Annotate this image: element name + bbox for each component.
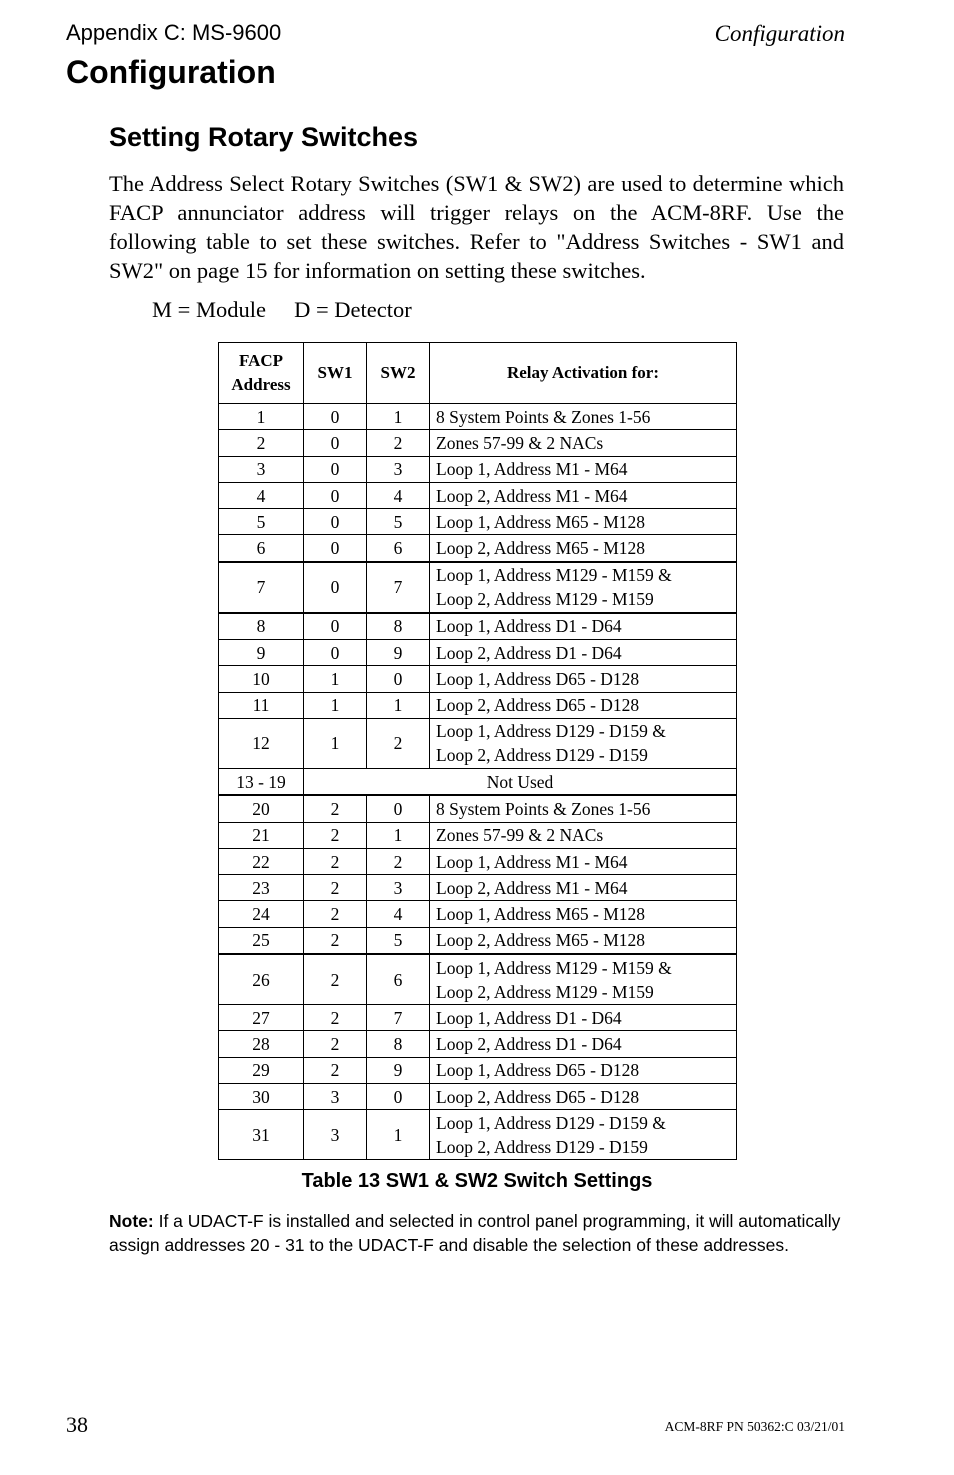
- relay-activation-line: Loop 2, Address D1 - D64: [436, 642, 622, 663]
- cell-facp-address: 25: [219, 927, 304, 954]
- cell-sw1: 3: [304, 1083, 367, 1109]
- note-text: If a UDACT-F is installed and selected in control panel programming, it will automatically assign addresses 20 - 31 to the UDACT-F and disable the selection of these addresses.: [109, 1211, 841, 1255]
- cell-sw1: 0: [304, 482, 367, 508]
- cell-sw1: 2: [304, 795, 367, 822]
- table-row: [219, 666, 737, 692]
- table-row: [219, 613, 737, 640]
- relay-activation-line: Loop 2, Address D129 - D159: [436, 745, 648, 766]
- cell-sw2: 2: [367, 848, 430, 874]
- relay-activation-line: Zones 57-99 & 2 NACs: [436, 825, 604, 846]
- cell-sw1: 1: [304, 718, 367, 768]
- table-row: [219, 875, 737, 901]
- note-label: Note:: [109, 1211, 154, 1231]
- cell-facp-address: 28: [219, 1031, 304, 1057]
- cell-relay-activation: [430, 1031, 737, 1057]
- table-row: [219, 795, 737, 822]
- cell-facp-address: 5: [219, 509, 304, 535]
- table-row: [219, 562, 737, 613]
- cell-facp-address: 26: [219, 954, 304, 1005]
- cell-relay-activation: [430, 535, 737, 562]
- cell-sw2: 7: [367, 1005, 430, 1031]
- cell-facp-address: 30: [219, 1083, 304, 1109]
- relay-activation-line: Loop 2, Address D65 - D128: [436, 1086, 640, 1107]
- cell-relay-activation: [430, 1005, 737, 1031]
- relay-activation-line: Loop 2, Address M129 - M159: [436, 589, 654, 610]
- header-facp-line1: FACP: [238, 351, 284, 370]
- cell-relay-activation: [430, 901, 737, 927]
- cell-relay-activation: [430, 430, 737, 456]
- relay-activation-line: Loop 1, Address M65 - M128: [436, 904, 646, 925]
- cell-relay-activation: [430, 640, 737, 666]
- document-reference: ACM-8RF PN 50362:C 03/21/01: [664, 1419, 845, 1434]
- relay-activation-line: Loop 2, Address M1 - M64: [436, 877, 628, 898]
- cell-relay-activation: [430, 482, 737, 508]
- cell-relay-activation: [430, 875, 737, 901]
- running-header-left: Appendix C: MS-9600: [66, 20, 282, 45]
- cell-sw2: 2: [367, 430, 430, 456]
- cell-relay-activation: [430, 613, 737, 640]
- cell-sw1: 2: [304, 1005, 367, 1031]
- table-row: [219, 768, 737, 795]
- relay-activation-line: Loop 2, Address M1 - M64: [436, 485, 628, 506]
- cell-sw1: 3: [304, 1110, 367, 1160]
- cell-sw1: 2: [304, 1057, 367, 1083]
- relay-activation-line: Loop 1, Address M129 - M159 &: [436, 957, 672, 978]
- cell-relay-activation: [430, 718, 737, 768]
- cell-sw1: 0: [304, 640, 367, 666]
- cell-sw1: 0: [304, 509, 367, 535]
- cell-facp-address: 31: [219, 1110, 304, 1160]
- cell-facp-address: 10: [219, 666, 304, 692]
- cell-sw2: 7: [367, 562, 430, 613]
- cell-relay-activation: [430, 1083, 737, 1109]
- cell-facp-address: 21: [219, 822, 304, 848]
- table-row: [219, 1110, 737, 1160]
- cell-sw2: 8: [367, 613, 430, 640]
- cell-facp-address: 24: [219, 901, 304, 927]
- relay-activation-line: Loop 2, Address D65 - D128: [436, 695, 640, 716]
- table-row: [219, 430, 737, 456]
- cell-facp-address: 7: [219, 562, 304, 613]
- table-row: [219, 954, 737, 1005]
- table-row: [219, 1083, 737, 1109]
- cell-facp-address: 6: [219, 535, 304, 562]
- table-row: [219, 404, 737, 430]
- intro-paragraph: The Address Select Rotary Switches (SW1 & SW2) are used to determine which FACP annunciator address will trigger relays on the ACM-8RF. Use the following table to set these switches. Refer to "Address Switches - SW1 and SW2" on page 15 for information on setting these switches.: [109, 171, 844, 283]
- relay-activation-line: Loop 1, Address D129 - D159 &: [436, 1112, 666, 1133]
- page-number: 38: [66, 1412, 88, 1437]
- cell-sw2: 2: [367, 718, 430, 768]
- relay-activation-line: Zones 57-99 & 2 NACs: [436, 432, 604, 453]
- relay-activation-line: Loop 1, Address M129 - M159 &: [436, 565, 672, 586]
- cell-sw1: 2: [304, 954, 367, 1005]
- cell-sw2: 0: [367, 795, 430, 822]
- table-row: [219, 1057, 737, 1083]
- table-row: [219, 848, 737, 874]
- header-sw1: SW1: [304, 343, 367, 404]
- abbreviation-legend: M = Module D = Detector: [152, 297, 412, 322]
- table-row: [219, 1031, 737, 1057]
- cell-facp-address: 23: [219, 875, 304, 901]
- note-paragraph: [109, 1209, 844, 1257]
- table-row: [219, 822, 737, 848]
- relay-activation-line: Loop 2, Address D129 - D159: [436, 1136, 648, 1157]
- cell-sw1: 2: [304, 927, 367, 954]
- relay-activation-line: Loop 1, Address D129 - D159 &: [436, 721, 666, 742]
- header-facp-address: [219, 343, 304, 404]
- cell-facp-address: 27: [219, 1005, 304, 1031]
- cell-relay-activation: [430, 848, 737, 874]
- cell-sw2: 0: [367, 666, 430, 692]
- table-row: [219, 1005, 737, 1031]
- cell-relay-activation: [430, 822, 737, 848]
- cell-not-used: Not Used: [304, 768, 737, 795]
- cell-relay-activation: [430, 795, 737, 822]
- cell-facp-address: 12: [219, 718, 304, 768]
- relay-activation-line: Loop 1, Address D1 - D64: [436, 1007, 622, 1028]
- cell-relay-activation: [430, 509, 737, 535]
- relay-activation-line: Loop 1, Address D1 - D64: [436, 616, 622, 637]
- relay-activation-line: Loop 2, Address M65 - M128: [436, 538, 646, 559]
- cell-facp-address: 13 - 19: [219, 768, 304, 795]
- cell-sw2: 1: [367, 404, 430, 430]
- cell-sw2: 3: [367, 456, 430, 482]
- cell-relay-activation: [430, 1110, 737, 1160]
- relay-activation-line: Loop 2, Address D1 - D64: [436, 1033, 622, 1054]
- cell-sw1: 1: [304, 692, 367, 718]
- table-caption: Table 13 SW1 & SW2 Switch Settings: [301, 1170, 653, 1192]
- header-relay-activation: Relay Activation for:: [430, 343, 737, 404]
- relay-activation-line: Loop 1, Address M1 - M64: [436, 459, 628, 480]
- cell-relay-activation: [430, 1057, 737, 1083]
- cell-relay-activation: [430, 562, 737, 613]
- cell-sw2: 5: [367, 927, 430, 954]
- cell-relay-activation: [430, 456, 737, 482]
- cell-facp-address: 22: [219, 848, 304, 874]
- running-header-right: Configuration: [714, 21, 845, 46]
- cell-facp-address: 4: [219, 482, 304, 508]
- cell-sw1: 0: [304, 456, 367, 482]
- table-row: [219, 718, 737, 768]
- cell-facp-address: 2: [219, 430, 304, 456]
- relay-activation-line: Loop 1, Address M65 - M128: [436, 511, 646, 532]
- cell-sw2: 4: [367, 482, 430, 508]
- table-body: [219, 404, 737, 1160]
- cell-sw2: 1: [367, 822, 430, 848]
- cell-sw2: 3: [367, 875, 430, 901]
- cell-sw1: 2: [304, 822, 367, 848]
- cell-sw1: 2: [304, 901, 367, 927]
- relay-activation-line: Loop 2, Address M129 - M159: [436, 981, 654, 1002]
- relay-activation-line: Loop 2, Address M65 - M128: [436, 930, 646, 951]
- cell-sw2: 0: [367, 1083, 430, 1109]
- header-sw2: SW2: [367, 343, 430, 404]
- cell-sw1: 0: [304, 404, 367, 430]
- cell-sw1: 2: [304, 1031, 367, 1057]
- cell-relay-activation: [430, 666, 737, 692]
- cell-sw1: 1: [304, 666, 367, 692]
- cell-sw2: 9: [367, 1057, 430, 1083]
- cell-sw1: 2: [304, 848, 367, 874]
- cell-sw2: 4: [367, 901, 430, 927]
- cell-sw2: 6: [367, 954, 430, 1005]
- cell-facp-address: 9: [219, 640, 304, 666]
- cell-relay-activation: [430, 954, 737, 1005]
- relay-activation-line: Loop 1, Address M1 - M64: [436, 851, 628, 872]
- cell-relay-activation: [430, 927, 737, 954]
- cell-facp-address: 3: [219, 456, 304, 482]
- cell-facp-address: 20: [219, 795, 304, 822]
- table-row: [219, 692, 737, 718]
- relay-activation-line: 8 System Points & Zones 1-56: [436, 406, 651, 427]
- cell-sw2: 9: [367, 640, 430, 666]
- cell-relay-activation: [430, 404, 737, 430]
- relay-activation-line: Loop 1, Address D65 - D128: [436, 669, 640, 690]
- relay-activation-line: Loop 1, Address D65 - D128: [436, 1060, 640, 1081]
- relay-activation-line: 8 System Points & Zones 1-56: [436, 798, 651, 819]
- cell-sw2: 1: [367, 692, 430, 718]
- table-row: [219, 456, 737, 482]
- table-row: [219, 640, 737, 666]
- header-facp-line2: Address: [231, 375, 291, 394]
- table-row: [219, 901, 737, 927]
- chapter-title: Configuration: [66, 54, 276, 90]
- cell-sw1: 2: [304, 875, 367, 901]
- section-title: Setting Rotary Switches: [109, 122, 419, 152]
- cell-sw1: 0: [304, 562, 367, 613]
- table-row: [219, 535, 737, 562]
- cell-sw2: 1: [367, 1110, 430, 1160]
- switch-settings-table: [218, 342, 737, 1160]
- cell-facp-address: 8: [219, 613, 304, 640]
- cell-relay-activation: [430, 692, 737, 718]
- cell-sw2: 6: [367, 535, 430, 562]
- cell-sw2: 8: [367, 1031, 430, 1057]
- cell-facp-address: 11: [219, 692, 304, 718]
- cell-sw1: 0: [304, 430, 367, 456]
- table-header-row: [219, 343, 737, 404]
- table-row: [219, 509, 737, 535]
- cell-facp-address: 1: [219, 404, 304, 430]
- cell-facp-address: 29: [219, 1057, 304, 1083]
- table-row: [219, 927, 737, 954]
- cell-sw2: 5: [367, 509, 430, 535]
- table-row: [219, 482, 737, 508]
- cell-sw1: 0: [304, 535, 367, 562]
- cell-sw1: 0: [304, 613, 367, 640]
